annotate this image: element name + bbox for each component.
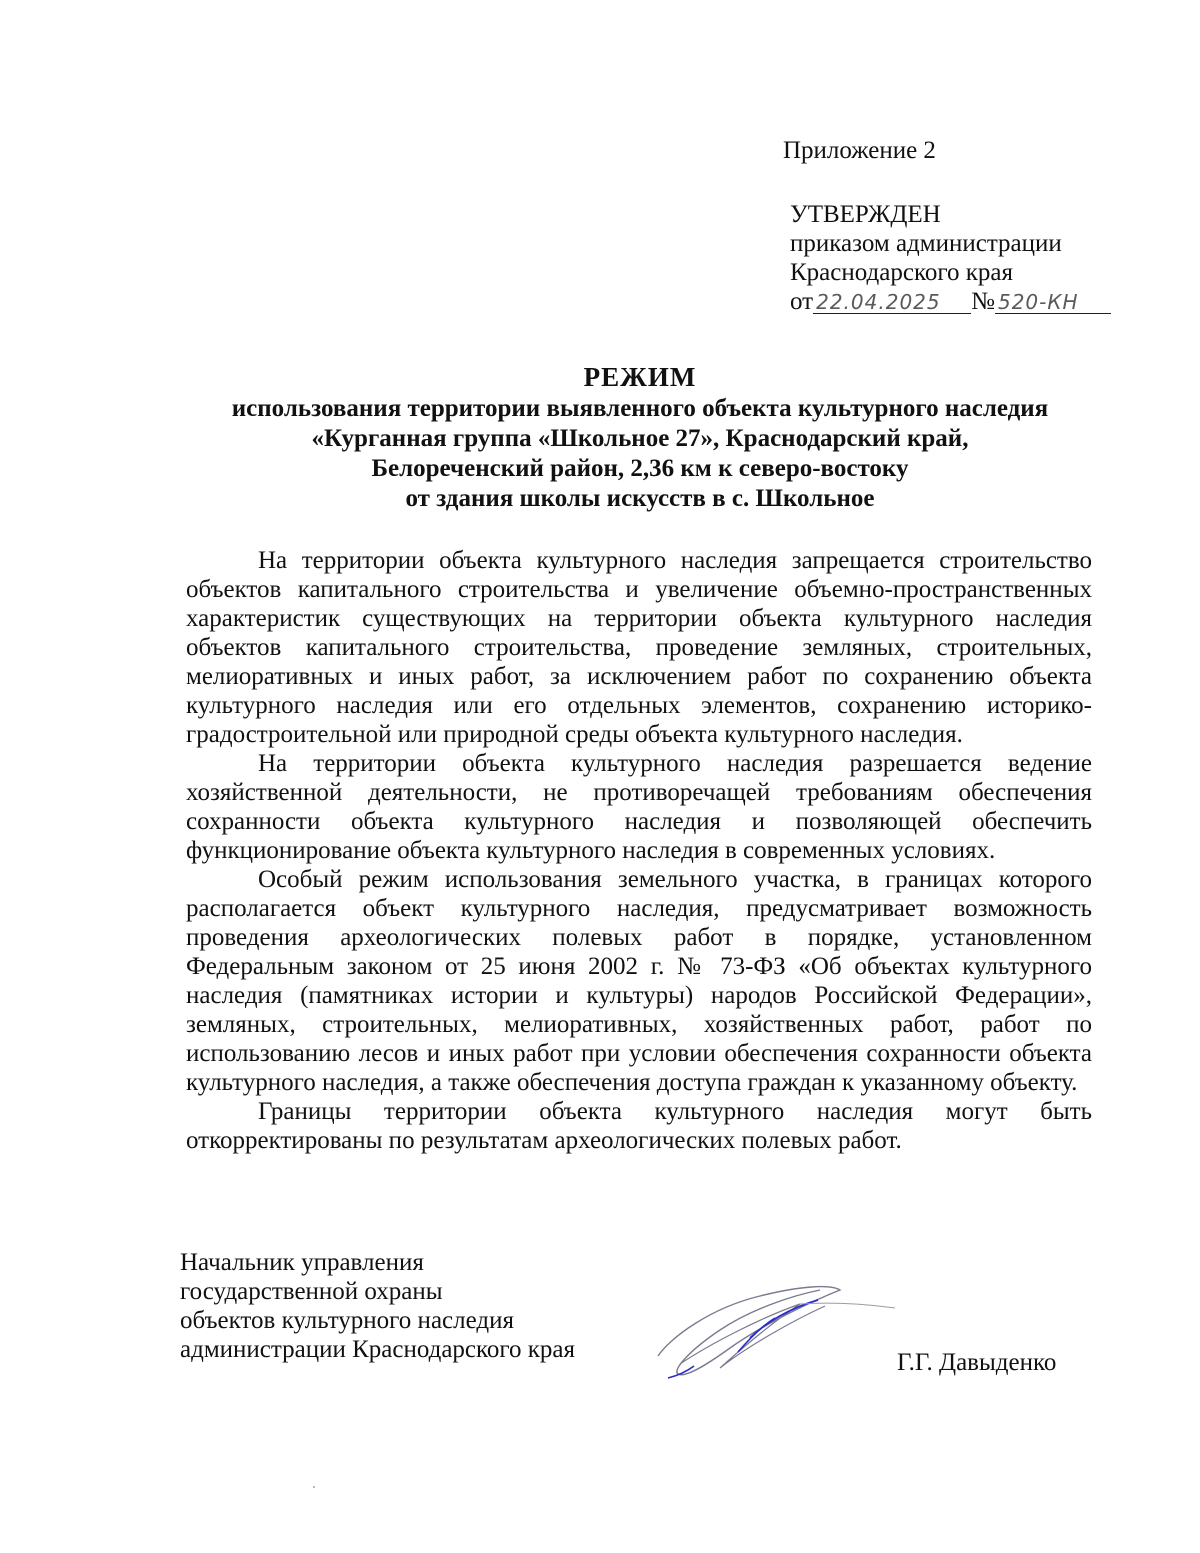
- signer-position: [180, 1248, 575, 1364]
- title-line-3: Белореченский район, 2,36 км к северо-востоку: [371, 455, 909, 482]
- title-main: РЕЖИМ: [583, 362, 697, 392]
- title-line-2: «Курганная группа «Школьное 27», Краснодарский край,: [311, 425, 969, 452]
- signer-position-line-1: Начальник управления: [180, 1249, 424, 1276]
- paragraph-permissions: На территории объекта культурного наследия разрешается ведение хозяйственной деятельности, не противоречащей требованиям обеспечения сохранности объекта культурного наследия и позволяющей обеспечить функционирование объекта культурного наследия в современных условиях.: [186, 750, 1092, 864]
- appendix-label: Приложение 2: [783, 137, 936, 164]
- signer-position-line-4: администрации Краснодарского края: [180, 1336, 576, 1363]
- handwritten-number: 520-КН: [995, 291, 1111, 314]
- approval-line-1: приказом администрации: [790, 230, 1062, 257]
- signer-name: Г.Г. Давыденко: [897, 1349, 1057, 1376]
- title-line-4: от здания школы искусств в с. Школьное: [405, 485, 875, 512]
- document-title: [180, 362, 1100, 514]
- paragraph-special-regime: Особый режим использования земельного участка, в границах которого располагается объект культурного наследия, предусматривает возможность проведения археологических полевых работ в порядке, установленном Федеральным законом от 25 июня 2002 г. № 73-ФЗ «Об объектах культурного наследия (памятниках истории и культуры) народов Российской Федерации», земляных, строительных, мелиоративных, хозяйственных работ, работ по использованию лесов и иных работ при условии обеспечения сохранности объекта культурного наследия, а также обеспечения доступа граждан к указанному объекту.: [186, 866, 1092, 1096]
- number-sign: №: [971, 288, 995, 315]
- date-prefix: от: [790, 288, 814, 315]
- signer-position-line-2: государственной охраны: [180, 1278, 443, 1305]
- approval-line-2: Краснодарского края: [790, 259, 1013, 286]
- approval-block: [790, 200, 1111, 316]
- signer-position-line-3: объектов культурного наследия: [180, 1307, 514, 1334]
- approval-title: УТВЕРЖДЕН: [790, 201, 941, 228]
- document-body: [186, 546, 1092, 1155]
- paragraph-boundaries: Границы территории объекта культурного наследия могут быть откорректированы по результатам археологических полевых работ.: [186, 1098, 1092, 1154]
- handwritten-signature: [650, 1278, 900, 1388]
- handwritten-date: 22.04.2025: [813, 291, 971, 314]
- scan-speck: [313, 1486, 315, 1488]
- title-line-1: использования территории выявленного объекта культурного наследия: [231, 395, 1049, 422]
- approval-date-line: [790, 287, 1111, 316]
- paragraph-prohibitions: На территории объекта культурного наследия запрещается строительство объектов капитального строительства и увеличение объемно-пространственных характеристик существующих на территории объекта культурного наследия объектов капитального строительства, проведение земляных, строительных, мелиоративных и иных работ, за исключением работ по сохранению объекта культурного наследия или его отдельных элементов, сохранению историко-градостроительной или природной среды объекта культурного наследия.: [186, 547, 1092, 748]
